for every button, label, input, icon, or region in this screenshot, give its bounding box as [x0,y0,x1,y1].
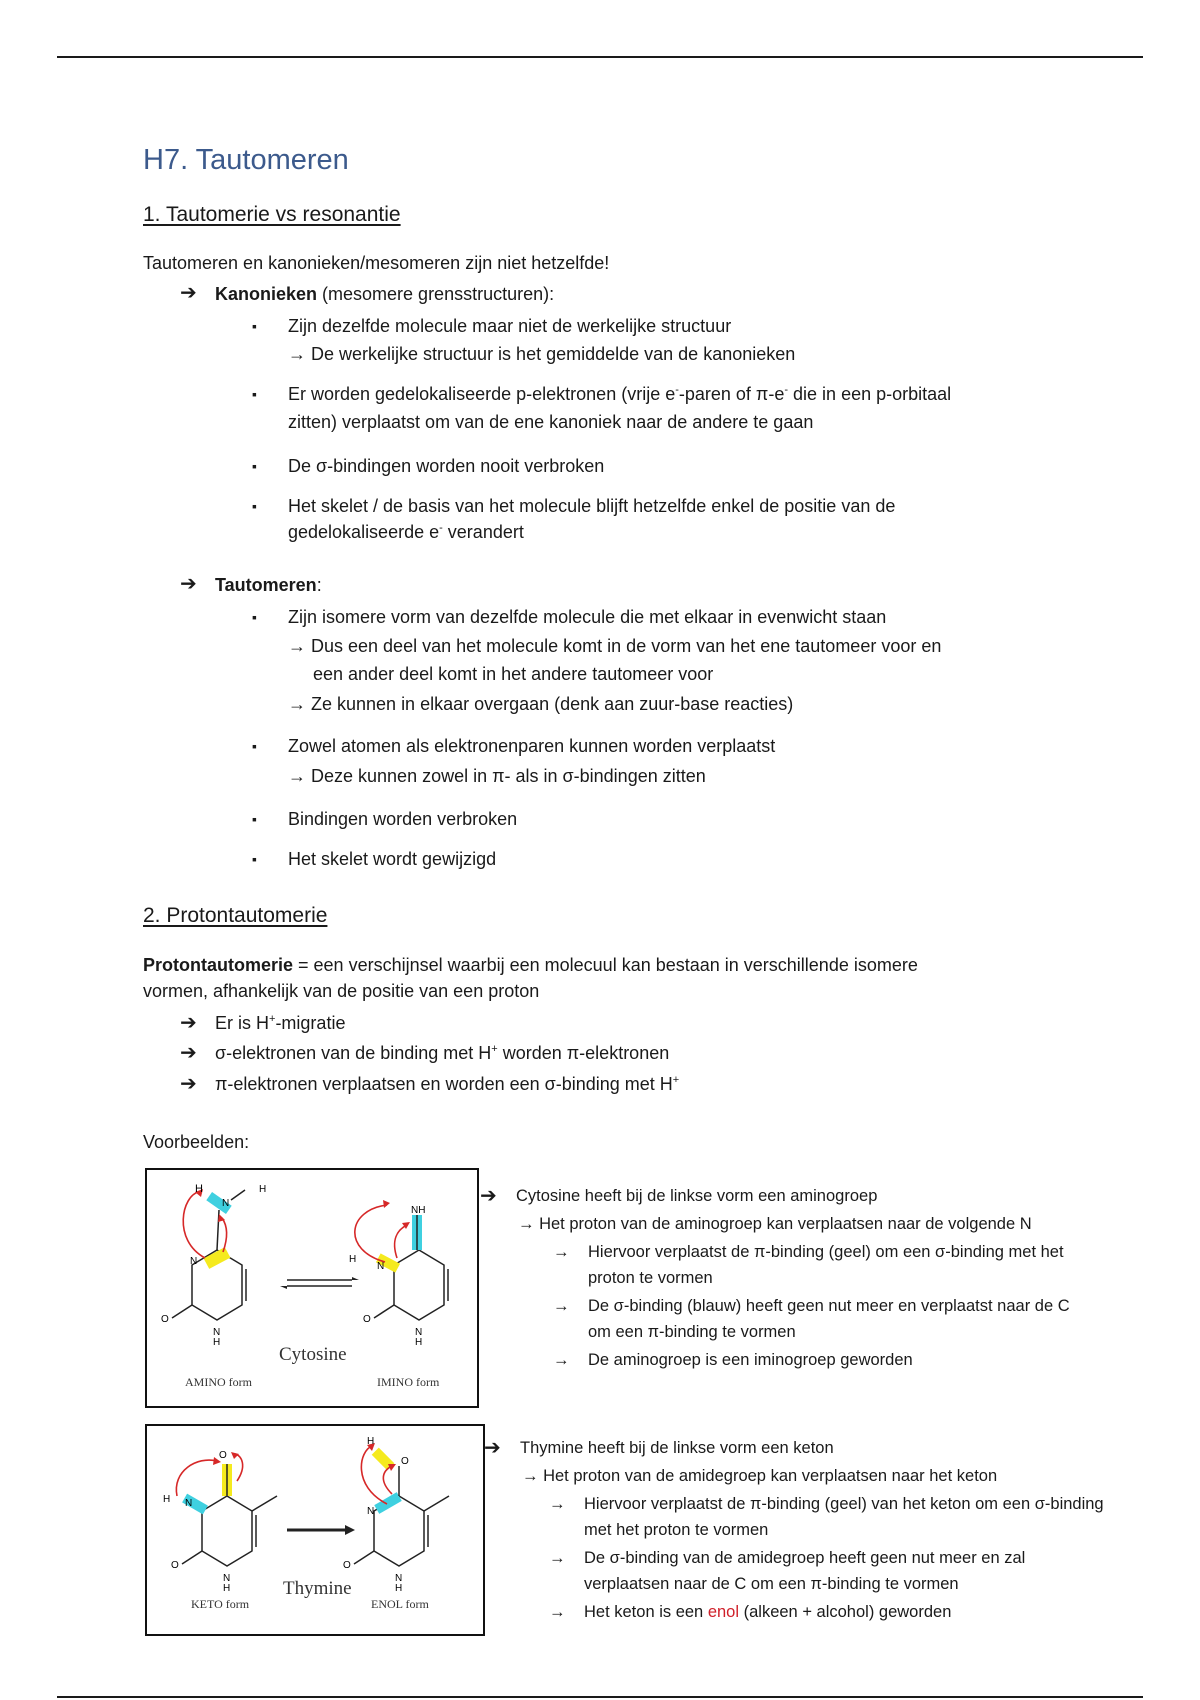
cytosine-text-3b: proton te vormen [588,1269,713,1287]
cytosine-text-1: Cytosine heeft bij de linkse vorm een aminogroep [516,1187,878,1205]
atom-label: O [363,1314,371,1325]
kanonieken-b1-sub: → De werkelijke structuur is het gemiddelde van de kanonieken [288,344,796,364]
arrow-icon: ➔ [480,1185,497,1207]
atom-label: H [367,1436,375,1447]
thymine-text-1: Thymine heeft bij de linkse vorm een keton [520,1439,834,1457]
form-label: AMINO form [185,1375,252,1389]
atom-label: O [401,1456,409,1467]
atom-label: N [222,1198,230,1209]
cytosine-text-4: De σ-binding (blauw) heeft geen nut meer en verplaatst naar de C [588,1297,1070,1315]
cytosine-text-3: Hiervoor verplaatst de π-binding (geel) om een σ-binding met het [588,1243,1064,1261]
cytosine-text-2: → Het proton van de aminogroep kan verplaatsen naar de volgende N [518,1215,1032,1233]
molecule-name: Cytosine [279,1344,347,1365]
cytosine-text-5: De aminogroep is een iminogroep geworden [588,1351,913,1369]
form-label: ENOL form [371,1597,429,1611]
arrow-icon: ➔ [180,573,197,595]
small-arrow-icon: → [549,1549,566,1567]
atom-label: H [195,1183,203,1195]
atom-label: H [223,1583,231,1594]
thymine-text-2: → Het proton van de amidegroep kan verplaatsen naar het keton [522,1467,998,1485]
arrow-icon: ➔ [180,1042,197,1064]
section1-heading: 1. Tautomerie vs resonantie [143,203,401,226]
examples-label: Voorbeelden: [143,1132,250,1152]
arrow-icon: ➔ [180,282,197,304]
tautomeren-b1-sub1b: een ander deel komt in het andere tautomeer voor [313,664,714,684]
thymine-structure-diagram [147,1426,483,1634]
atom-label: H [415,1337,423,1348]
kanonieken-b4-line2: gedelokaliseerde e- verandert [288,522,524,542]
protontautomerie-definition: Protontautomerie = een verschijnsel waarbij een molecuul kan bestaan in verschillende isomere [143,955,918,975]
thymine-text-4: De σ-binding van de amidegroep heeft geen nut meer en zal [584,1549,1026,1567]
atom-label: H [349,1254,357,1265]
page-title: H7. Tautomeren [143,144,349,176]
bullet-icon: ▪ [252,318,257,334]
atom-label: NH [411,1205,426,1216]
kanonieken-label: Kanonieken (mesomere grensstructuren): [215,284,555,304]
atom-label: O [171,1560,179,1571]
cytosine-structure-diagram [147,1170,477,1406]
kanonieken-b4: Het skelet / de basis van het molecule blijft hetzelfde enkel de positie van de [288,496,896,516]
atom-label: N [213,1327,221,1338]
tautomeren-label: Tautomeren: [215,575,322,595]
small-arrow-icon: → [549,1495,566,1513]
section1-intro: Tautomeren en kanonieken/mesomeren zijn niet hetzelfde! [143,253,610,273]
tautomeren-b4: Het skelet wordt gewijzigd [288,849,497,869]
tautomeren-b3: Bindingen worden verbroken [288,809,518,829]
atom-label: H [259,1184,267,1195]
small-arrow-icon: → [553,1351,570,1369]
bullet-icon: ▪ [252,609,257,625]
atom-label: O [219,1450,227,1461]
thymine-text-3b: met het proton te vormen [584,1521,769,1539]
atom-label: N [415,1327,423,1338]
cytosine-figure [145,1168,479,1408]
bullet-icon: ▪ [252,738,257,754]
top-rule [57,56,1143,58]
atom-label: N [377,1261,385,1272]
bullet-icon: ▪ [252,458,257,474]
atom-label: H [213,1337,221,1348]
tautomeren-b1-sub1: → Dus een deel van het molecule komt in de vorm van het ene tautomeer voor en [288,636,942,656]
tautomeren-b2-sub: → Deze kunnen zowel in π- als in σ-bindingen zitten [288,766,706,786]
atom-label: H [395,1583,403,1594]
bottom-rule [57,1696,1143,1698]
protontautomerie-definition-line2: vormen, afhankelijk van de positie van een proton [143,981,540,1001]
thymine-figure [145,1424,485,1636]
thymine-text-4b: verplaatsen naar de C om een π-binding te vormen [584,1575,959,1593]
kanonieken-b1: Zijn dezelfde molecule maar niet de werkelijke structuur [288,316,732,336]
proton-point-3: π-elektronen verplaatsen en worden een σ-binding met H+ [215,1074,680,1094]
atom-label: N [223,1573,231,1584]
bullet-icon: ▪ [252,851,257,867]
tautomeren-b2: Zowel atomen als elektronenparen kunnen worden verplaatst [288,736,776,756]
atom-label: O [161,1314,169,1325]
bullet-icon: ▪ [252,498,257,514]
proton-point-1: Er is H+-migratie [215,1013,346,1033]
arrow-icon: ➔ [180,1073,197,1095]
thymine-text-5: Het keton is een enol (alkeen + alcohol) geworden [584,1603,952,1621]
atom-label: N [395,1573,403,1584]
atom-label: N [190,1256,198,1267]
molecule-name: Thymine [283,1578,352,1599]
proton-point-2: σ-elektronen van de binding met H+ worden π-elektronen [215,1043,670,1063]
arrow-icon: ➔ [180,1012,197,1034]
form-label: IMINO form [377,1375,440,1389]
atom-label: H [163,1494,171,1505]
small-arrow-icon: → [549,1603,566,1621]
small-arrow-icon: → [553,1243,570,1261]
tautomeren-b1-sub2: → Ze kunnen in elkaar overgaan (denk aan zuur-base reacties) [288,694,794,714]
atom-label: O [343,1560,351,1571]
atom-label: N [185,1498,193,1509]
bullet-icon: ▪ [252,386,257,402]
section2-heading: 2. Protontautomerie [143,904,328,927]
bullet-icon: ▪ [252,811,257,827]
cytosine-text-4b: om een π-binding te vormen [588,1323,796,1341]
form-label: KETO form [191,1597,250,1611]
kanonieken-b2: Er worden gedelokaliseerde p-elektronen (vrije e--paren of π-e- die in een p-orbitaal [288,384,952,404]
arrow-icon: ➔ [484,1437,501,1459]
atom-label: N [367,1506,375,1517]
thymine-text-3: Hiervoor verplaatst de π-binding (geel) van het keton om een σ-binding [584,1495,1104,1513]
kanonieken-b3: De σ-bindingen worden nooit verbroken [288,456,605,476]
kanonieken-b2-line2: zitten) verplaatst om van de ene kanoniek naar de andere te gaan [288,412,814,432]
small-arrow-icon: → [553,1297,570,1315]
tautomeren-b1: Zijn isomere vorm van dezelfde molecule die met elkaar in evenwicht staan [288,607,887,627]
